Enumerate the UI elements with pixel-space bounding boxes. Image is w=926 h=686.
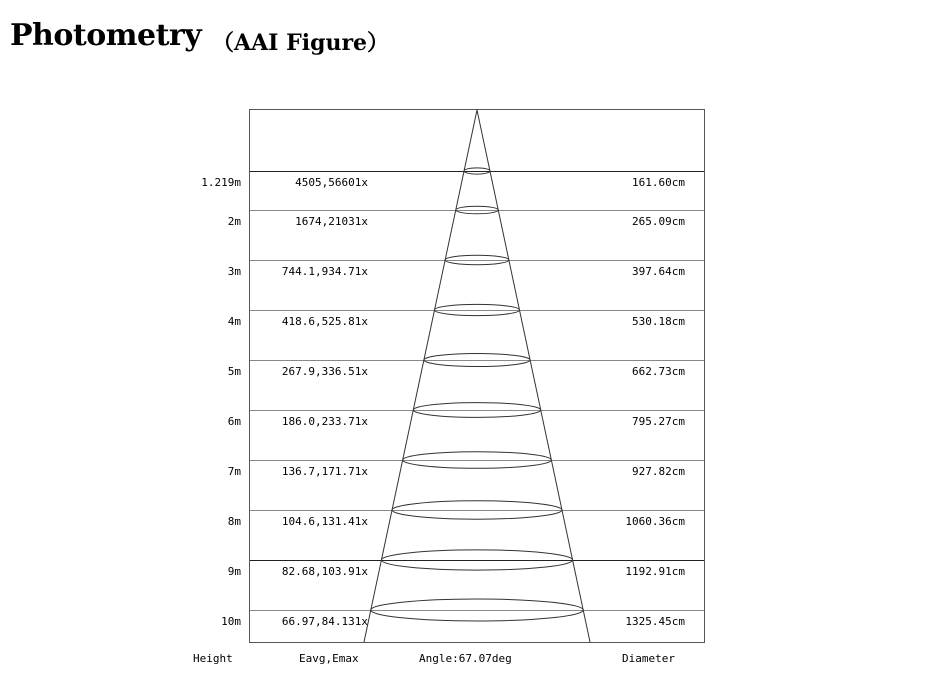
footer-angle-label: Angle:67.07deg [419,652,512,665]
diameter-label: 795.27cm [632,415,685,428]
diameter-label: 1192.91cm [625,565,685,578]
illuminance-label: 104.6,131.41x [281,515,368,528]
footer-eavg-label: Eavg,Emax [299,652,359,665]
illuminance-label: 82.68,103.91x [281,565,368,578]
illuminance-label: 66.97,84.131x [281,615,368,628]
cone-right-edge [477,110,590,642]
illuminance-label: 267.9,336.51x [281,365,368,378]
row-divider-lines [250,172,704,611]
height-label: 1.219m [201,176,241,189]
illuminance-label: 4505,56601x [295,176,368,189]
diameter-label: 927.82cm [632,465,685,478]
diameter-label: 662.73cm [632,365,685,378]
illuminance-label: 136.7,171.71x [281,465,368,478]
height-label: 9m [227,565,241,578]
height-label: 2m [227,215,241,228]
illuminance-label: 418.6,525.81x [281,315,368,328]
height-label: 10m [221,615,241,628]
diameter-label: 530.18cm [632,315,685,328]
height-label: 5m [227,365,241,378]
height-label: 6m [227,415,241,428]
diameter-label: 1325.45cm [625,615,685,628]
height-label: 3m [227,265,241,278]
height-label: 7m [227,465,241,478]
height-label: 4m [227,315,241,328]
diameter-label: 397.64cm [632,265,685,278]
cone-left-edge [364,110,477,642]
illuminance-label: 744.1,934.71x [281,265,368,278]
footer-diameter-label: Diameter [622,652,675,665]
diameter-label: 265.09cm [632,215,685,228]
illuminance-label: 1674,21031x [295,215,368,228]
page-title: Photometry [10,18,202,53]
beam-ellipses [371,168,583,621]
diameter-label: 161.60cm [632,176,685,189]
footer-height-label: Height [193,652,233,665]
diameter-label: 1060.36cm [625,515,685,528]
height-label: 8m [227,515,241,528]
illuminance-label: 186.0,233.71x [281,415,368,428]
page-subtitle: （AAI Figure） [212,30,390,56]
